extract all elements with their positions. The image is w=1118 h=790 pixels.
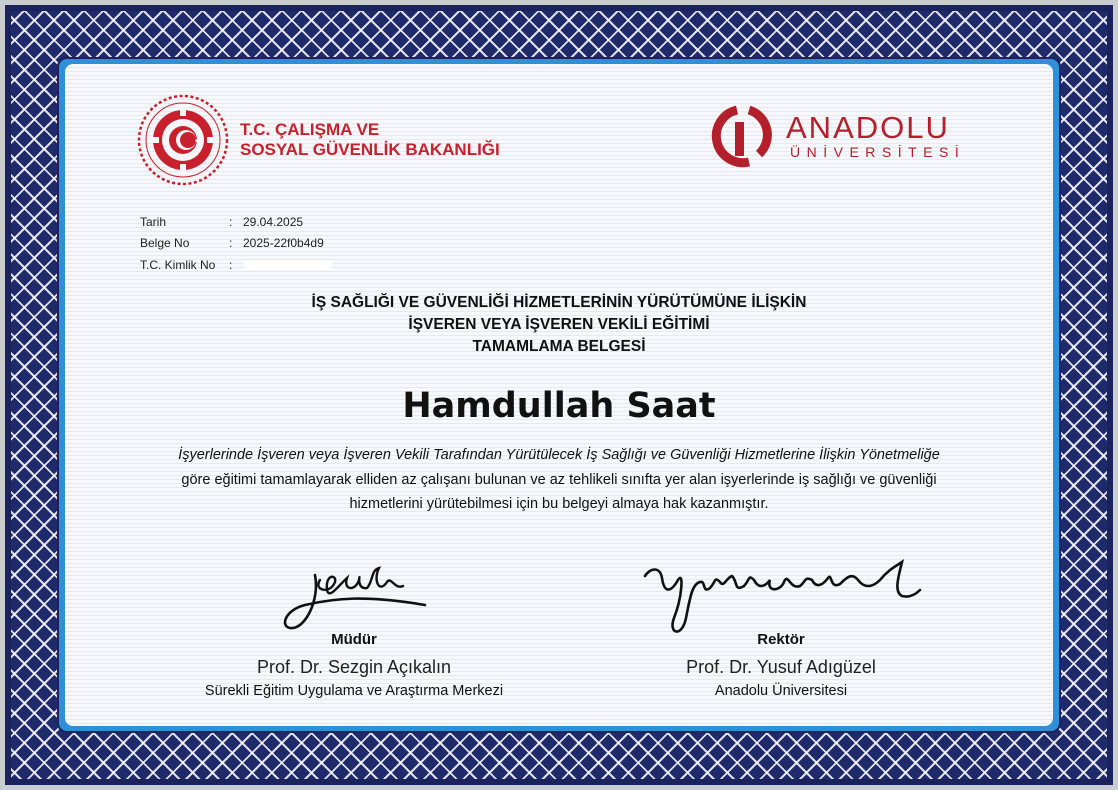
body-text-line2: göre eğitimi tamamlayarak elliden az çalışanı bulunan ve az tehlikeli sınıfta yer alan işyerlerinde iş sağlığı ve güvenliği xyxy=(181,472,937,488)
certificate-title-line3: TAMAMLAMA BELGESİ xyxy=(472,338,646,355)
rector-name: Prof. Dr. Yusuf Adıgüzel xyxy=(686,657,876,677)
anadolu-logo-icon xyxy=(707,104,779,168)
date-colon: : xyxy=(229,215,233,229)
date-label: Tarih xyxy=(140,215,167,229)
director-role: Müdür xyxy=(331,631,377,648)
director-organization: Sürekli Eğitim Uygulama ve Araştırma Merkezi xyxy=(204,683,504,699)
body-text-line1: İşyerlerinde İşveren veya İşveren Vekili Tarafından Yürütülecek İş Sağlığı ve Güvenliği Hizmetlerine İlişkin Yönetmeliğe xyxy=(178,447,940,463)
director-signature xyxy=(275,560,435,635)
rector-role: Rektör xyxy=(757,631,805,648)
ministry-name-line2: SOSYAL GÜVENLİK BAKANLIĞI xyxy=(240,140,500,159)
rector-organization: Anadolu Üniversitesi xyxy=(714,683,848,699)
tc-id-colon: : xyxy=(229,258,233,272)
university-subtitle: ÜNİVERSİTESİ xyxy=(790,144,966,160)
university-name: ANADOLU xyxy=(786,110,950,145)
tc-id-redacted xyxy=(244,260,332,270)
document-number-colon: : xyxy=(229,236,233,250)
body-text-line3: hizmetlerini yürütebilmesi için bu belgeyi almaya hak kazanmıştır. xyxy=(349,496,769,512)
recipient-name: Hamdullah Saat xyxy=(402,386,716,426)
ministry-name xyxy=(240,120,500,160)
certificate-title-line2: İŞVEREN VEYA İŞVEREN VEKİLİ EĞİTİMİ xyxy=(408,316,710,333)
tc-id-label: T.C. Kimlik No xyxy=(140,258,216,272)
date-value: 29.04.2025 xyxy=(243,215,304,229)
director-name: Prof. Dr. Sezgin Açıkalın xyxy=(256,657,452,677)
certificate-title-line1: İŞ SAĞLIĞI VE GÜVENLİĞİ HİZMETLERİNİN YÜRÜTÜMÜNE İLİŞKİN xyxy=(311,294,807,311)
document-number-value: 2025-22f0b4d9 xyxy=(243,236,324,250)
ministry-emblem-icon xyxy=(137,94,229,186)
ministry-name-line1: T.C. ÇALIŞMA VE xyxy=(240,120,380,139)
document-number-label: Belge No xyxy=(140,236,190,250)
